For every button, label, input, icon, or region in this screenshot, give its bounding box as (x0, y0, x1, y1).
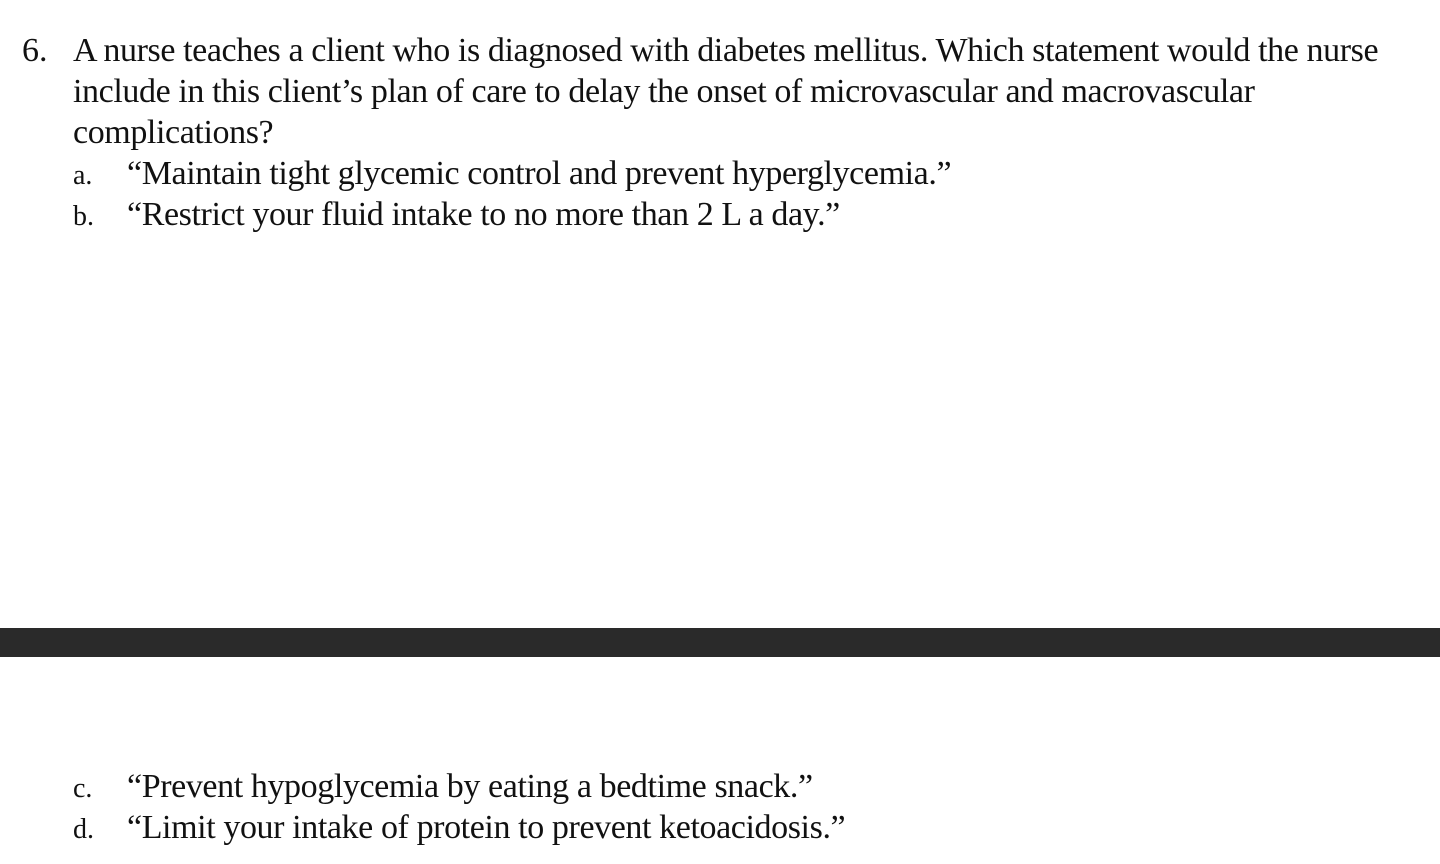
option-letter: c. (73, 773, 93, 804)
answer-option-d (73, 807, 1373, 850)
option-text: “Prevent hypoglycemia by eating a bedtime snack.” (127, 768, 813, 805)
option-letter: b. (73, 201, 94, 232)
answer-option-c (73, 766, 1373, 809)
option-letter: a. (73, 160, 93, 191)
option-text: “Restrict your fluid intake to no more than 2 L a day.” (127, 196, 840, 233)
answer-option-b (73, 194, 1373, 237)
option-text: “Maintain tight glycemic control and prevent hyperglycemia.” (127, 155, 952, 192)
question-number: 6. (22, 32, 48, 69)
option-text: “Limit your intake of protein to prevent ketoacidosis.” (127, 809, 846, 846)
question-stem: A nurse teaches a client who is diagnosed with diabetes mellitus. Which statement would the nurse include in this client’s plan of care to delay the onset of microvascular and macrovascular complications? (73, 32, 1379, 151)
page-divider-bar (0, 628, 1440, 657)
option-letter: d. (73, 814, 94, 845)
answer-option-a (73, 153, 1373, 196)
